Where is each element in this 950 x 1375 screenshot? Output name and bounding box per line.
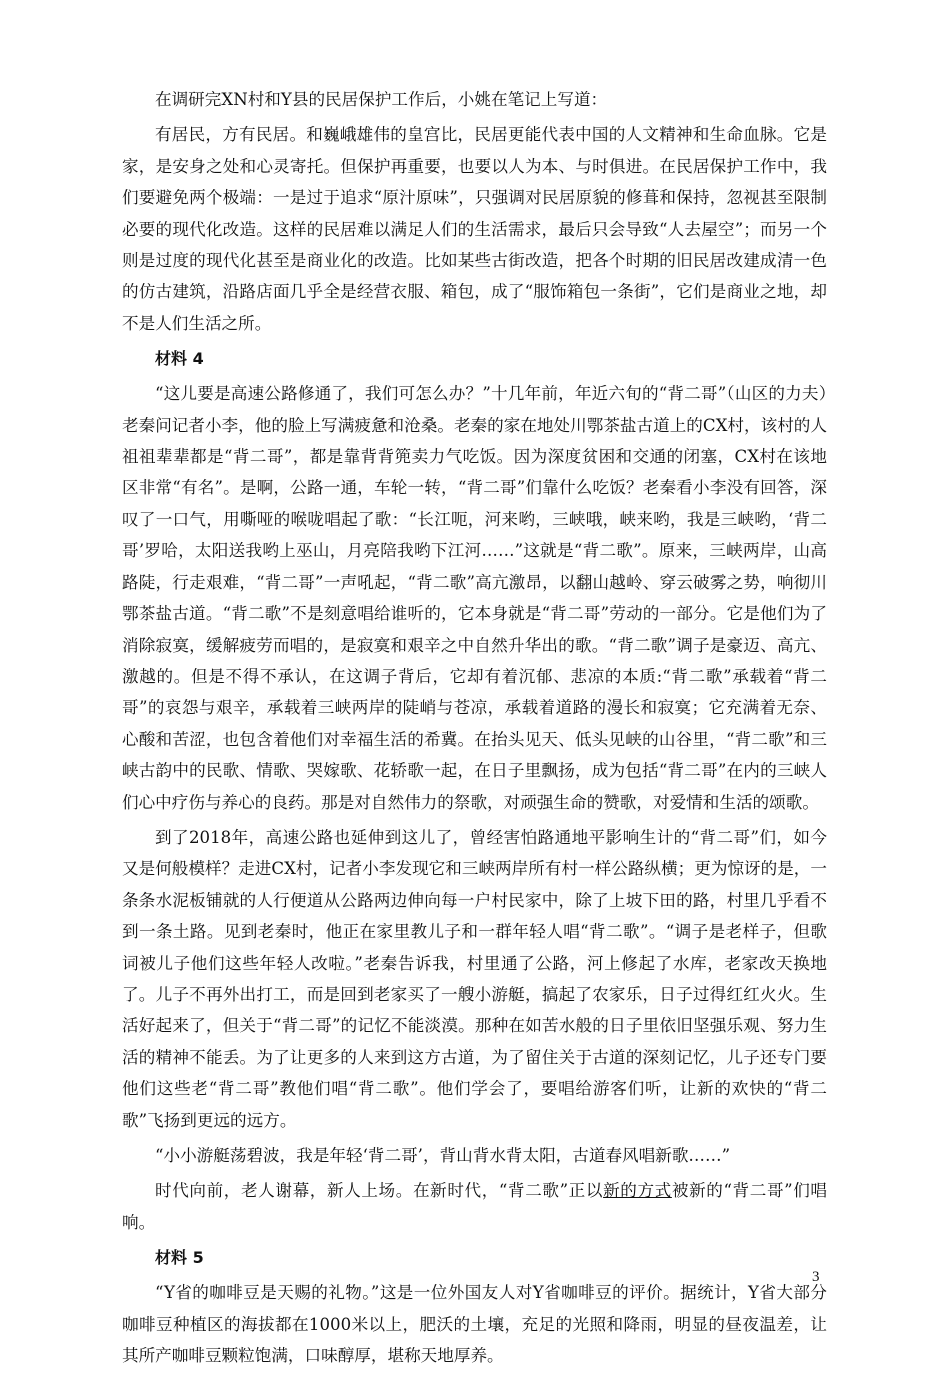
material-4-heading: 材料 4 <box>155 349 204 369</box>
material-4-closing-paragraph <box>122 1175 827 1238</box>
material-4-paragraph-2: 到了2018年，高速公路也延伸到这儿了，曾经害怕路通地平影响生计的“背二哥”们，如今又是何般模样？走进CX村，记者小李发现它和三峡两岸所有村一样公路纵横；更为惊讶的是，一条条水泥板铺就的人行便道从公路两边伸向每一户村民家中，除了上坡下田的路，村里几乎看不到一条土路。见到老秦时，他正在家里教儿子和一群年轻人唱“背二歌”。“调子是老样子，但歌词被儿子他们这些年轻人改啦。”老秦告诉我，村里通了公路，河上修起了水库，老家改天换地了。儿子不再外出打工，而是回到老家买了一艘小游艇，搞起了农家乐，日子过得红红火火。生活好起来了，但关于“背二哥”的记忆不能淡漠。那种在如苦水般的日子里依旧坚强乐观、努力生活的精神不能丢。为了让更多的人来到这方古道，为了留住关于古道的深刻记忆，儿子还专门要他们这些老“背二哥”教他们唱“背二歌”。他们学会了，要唱给游客们听，让新的欢快的“背二歌”飞扬到更远的远方。 <box>122 827 827 1130</box>
material-5-heading: 材料 5 <box>155 1248 204 1268</box>
document-page <box>122 84 827 1375</box>
closing-text-before: 时代向前，老人谢幕，新人上场。在新时代，“背二歌”正以 <box>155 1181 604 1201</box>
page-number: 3 <box>812 1269 820 1285</box>
closing-text-after: 被新的“背二哥”们唱响。 <box>122 1181 828 1232</box>
material-4-paragraph-1: “这儿要是高速公路修通了，我们可怎么办？”十几年前，年近六旬的“背二哥”（山区的力夫）老秦问记者小李，他的脸上写满疲惫和沧桑。老秦的家在地处川鄂茶盐古道上的CX村，该村的人祖祖辈辈都是“背二哥”，都是靠背背篼卖力气吃饭。因为深度贫困和交通的闭塞，CX村在该地区非常“有名”。是啊，公路一通，车轮一转，“背二哥”们靠什么吃饭？老秦看小李没有回答，深叹了一口气，用嘶哑的喉咙唱起了歌：“长江呃，河来哟，三峡哦，峡来哟，我是三峡哟，‘背二哥’罗哈，太阳送我哟上巫山，月亮陪我哟下江河……”这就是“背二歌”。原来，三峡两岸，山高路陡，行走艰难，“背二哥”一声吼起，“背二歌”高亢激昂，以翻山越岭、穿云破雾之势，响彻川鄂茶盐古道。“背二歌”不是刻意唱给谁听的，它本身就是“背二哥”劳动的一部分。它是他们为了消除寂寞，缓解疲劳而唱的，是寂寞和艰辛之中自然升华出的歌。“背二歌”调子是豪迈、高亢、激越的。但是不得不承认，在这调子背后，它却有着沉郁、悲凉的本质:“背二歌”承载着“背二哥”的哀怨与艰辛，承载着三峡两岸的陡峭与苍凉，承载着道路的漫长和寂寞；它充满着无奈、心酸和苦涩，也包含着他们对幸福生活的希冀。在抬头见天、低头见峡的山谷里，“背二歌”和三峡古韵中的民歌、情歌、哭嫁歌、花轿歌一起，在日子里飘扬，成为包括“背二哥”在内的三峡人们心中疗伤与养心的良药。那是对自然伟力的祭歌，对顽强生命的赞歌，对爱情和生活的颂歌。 <box>122 384 827 812</box>
material-5-paragraph: “Y省的咖啡豆是天赐的礼物。”这是一位外国友人对Y省咖啡豆的评价。据统计，Y省大部分咖啡豆种植区的海拔都在1000米以上，肥沃的土壤，充足的光照和降雨，明显的昼夜温差，让其所产咖啡豆颗粒饱满，口味醇厚，堪称天地厚养。 <box>122 1283 827 1366</box>
material-4-song-lyrics: “小小游艇荡碧波，我是年轻‘背二哥’，背山背水背太阳，古道春风唱新歌……” <box>155 1146 731 1165</box>
underlined-phrase: 新的方式 <box>603 1181 672 1201</box>
note-paragraph: 有居民，方有民居。和巍峨雄伟的皇宫比，民居更能代表中国的人文精神和生命血脉。它是家，是安身之处和心灵寄托。但保护再重要，也要以人为本、与时俱进。在民居保护工作中，我们要避免两个极端：一是过于追求“原汁原味”，只强调对民居原貌的修葺和保持，忽视甚至限制必要的现代化改造。这样的民居难以满足人们的生活需求，最后只会导致“人去屋空”；而另一个则是过度的现代化甚至是商业化的改造。比如某些古街改造，把各个时期的旧民居改建成清一色的仿古建筑，沿路店面几乎全是经营衣服、箱包，成了“服饰箱包一条街”，它们是商业之地，却不是人们生活之所。 <box>122 125 827 333</box>
intro-line: 在调研完XN村和Y县的民居保护工作后，小姚在笔记上写道： <box>155 90 608 109</box>
